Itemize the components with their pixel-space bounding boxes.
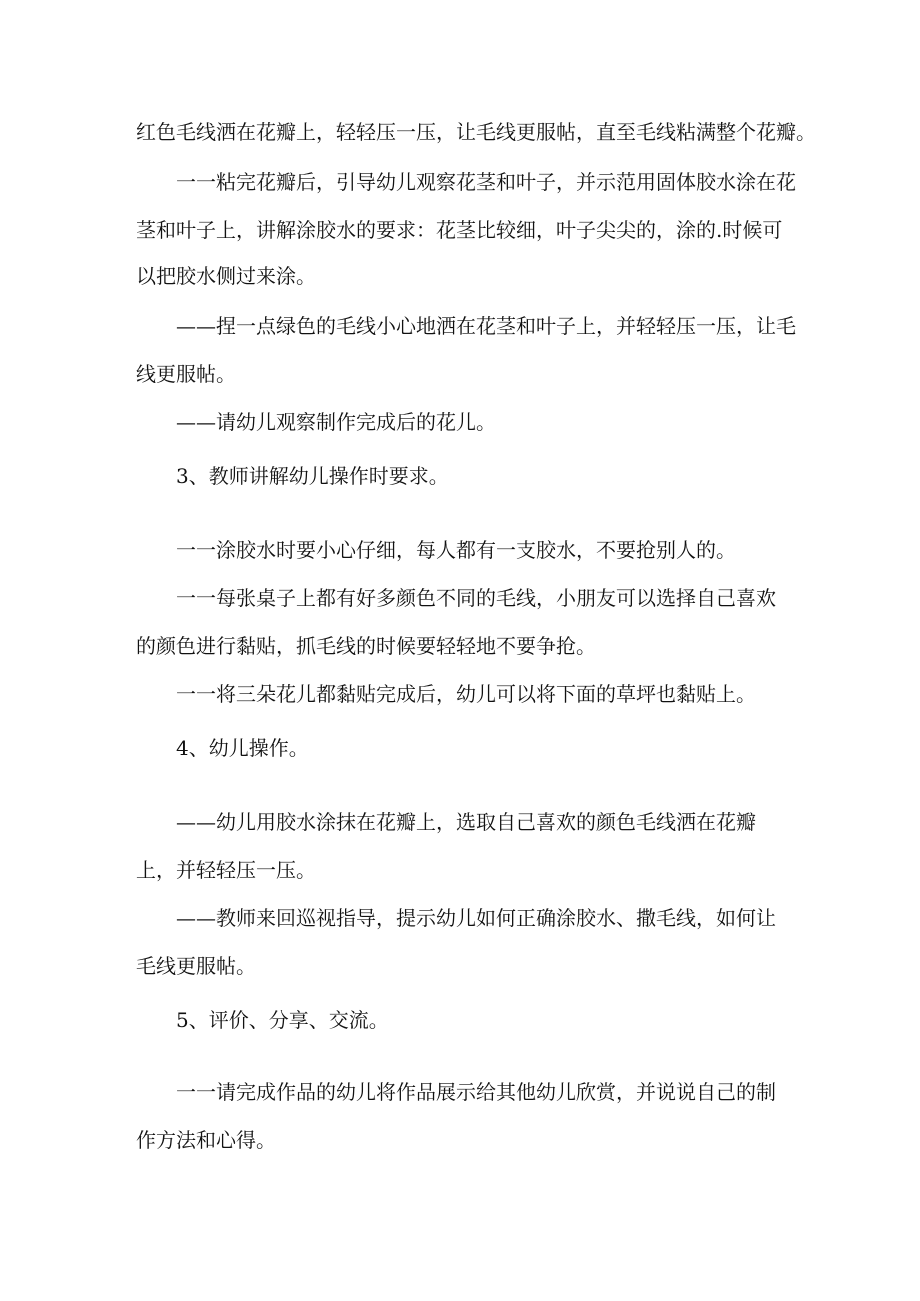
text-line-10: 一一每张桌子上都有好多颜色不同的毛线，小朋友可以选择自己喜欢	[176, 586, 776, 610]
text-line-15: 上，并轻轻压一压。	[136, 858, 316, 882]
text-line-17: 毛线更服帖。	[136, 954, 256, 978]
text-line-11: 的颜色进行黏贴，抓毛线的时候要轻轻地不要争抢。	[136, 634, 596, 658]
text-line-7: ——请幼儿观察制作完成后的花儿。	[176, 410, 496, 434]
text-line-9: 一一涂胶水时要小心仔细，每人都有一支胶水，不要抢别人的。	[176, 538, 736, 562]
section-heading-4: 4、幼儿操作。	[176, 736, 309, 760]
text-line-2: 一一粘完花瓣后，引导幼儿观察花茎和叶子，并示范用固体胶水涂在花	[176, 170, 796, 194]
text-line-1: 红色毛线洒在花瓣上，轻轻压一压，让毛线更服帖，直至毛线粘满整个花瓣。	[136, 120, 816, 144]
section-heading-5: 5、评价、分享、交流。	[176, 1008, 389, 1032]
section-heading-3: 3、教师讲解幼儿操作时要求。	[176, 464, 449, 488]
text-line-5: ——捏一点绿色的毛线小心地洒在花茎和叶子上，并轻轻压一压，让毛	[176, 314, 796, 338]
text-line-19: 一一请完成作品的幼儿将作品展示给其他幼儿欣赏，并说说自己的制	[176, 1080, 776, 1104]
text-line-20: 作方法和心得。	[136, 1128, 276, 1152]
text-line-14: ——幼儿用胶水涂抹在花瓣上，选取自己喜欢的颜色毛线洒在花瓣	[176, 810, 756, 834]
text-line-3: 茎和叶子上，讲解涂胶水的要求：花茎比较细，叶子尖尖的，涂的.时候可	[136, 218, 783, 242]
text-line-16: ——教师来回巡视指导，提示幼儿如何正确涂胶水、撒毛线，如何让	[176, 906, 776, 930]
text-line-6: 线更服帖。	[136, 362, 236, 386]
text-line-12: 一一将三朵花儿都黏贴完成后，幼儿可以将下面的草坪也黏贴上。	[176, 682, 756, 706]
text-line-4: 以把胶水侧过来涂。	[136, 264, 316, 288]
